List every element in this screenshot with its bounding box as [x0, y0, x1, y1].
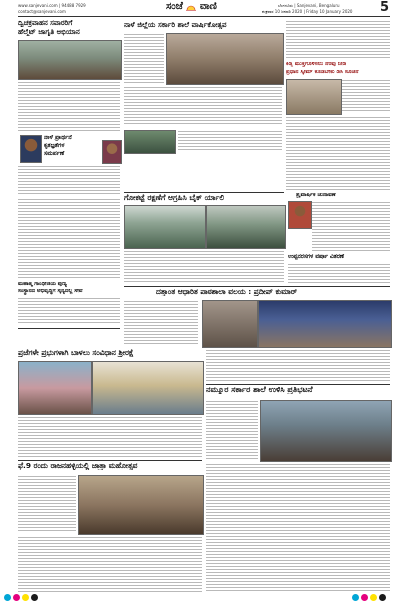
fair-rule: [18, 460, 202, 461]
center-article-text-2: [178, 130, 282, 152]
helmet-rally-photo: [18, 40, 122, 80]
gandhi-article-text: [18, 297, 120, 325]
masthead-title-left: ಸಂಜೆ: [166, 1, 183, 12]
school-anniversary-text-col1: [124, 33, 164, 83]
registration-dot-magenta: [13, 594, 20, 601]
protest-photo: [260, 400, 392, 462]
education-photo-left: [202, 300, 258, 348]
registration-dot-cyan: [4, 594, 11, 601]
bike-rally-photo-1: [124, 205, 206, 249]
headline-prayer-1: ನಾಳೆ ಪ್ರಾರ್ಥನೆ: [44, 135, 72, 141]
sun-logo-icon: [186, 3, 196, 10]
registration-dot-magenta-right: [361, 594, 368, 601]
headline-fair-festival: ಫೆ.9 ರಂದು ರಾಜನಹಳ್ಳಿಯಲ್ಲಿ ಜಾತ್ರಾ ಮಹೋತ್ಸವ: [18, 462, 138, 470]
headline-gandhi-2: ಸಂಸ್ಥಾನದ ಅಭಿವೃದ್ಧಿಗೆ ಸೈನ್ಯದಲ್ಲಿ ಸೇವೆ: [18, 289, 83, 294]
education-text-col1: [124, 300, 198, 346]
edition-info-line-1: www.sanjevani.com | 94488 7929: [18, 3, 86, 8]
headline-bike-rally: ಗೋಕಟ್ಟೆ ರಕ್ಷಣೆಗೆ ಆಗ್ರಹಿಸಿ ಬೈಕ್ ರ್ಯಾಲಿ: [124, 194, 225, 202]
headline-prayer-3: ಸಮರ್ಪಣೆ: [44, 151, 65, 157]
school-anniversary-text-row: [124, 86, 282, 126]
headline-distribution: ಉಪ್ಪನರಸಗಳ ವರ್ಷಾ ವಿತರಣೆ: [288, 254, 345, 260]
protest-text-col1: [206, 400, 258, 460]
bike-rally-photo-2: [206, 205, 286, 249]
bike-rally-rule: [124, 192, 284, 193]
education-photo-stage: [258, 300, 392, 348]
fair-photo: [78, 475, 204, 535]
portrait-photo-man: [20, 135, 42, 163]
headline-kidney-1: ಕಿಡ್ನಿ ಮುಕ್ತಗೊಳಿಸಲು ನೆರವು ನೀಡಿ: [286, 62, 347, 67]
election-portrait-photo: [288, 201, 312, 229]
bike-rally-text: [124, 250, 284, 282]
election-article-text: [312, 201, 390, 251]
edition-info-line-2: contact@sanjevani.com: [18, 9, 66, 14]
left-middle-text: [18, 198, 120, 278]
headline-helmet-awareness-2: ಹೆಲ್ಮೆಟ್ ಜಾಗೃತಿ ಅಭಿಯಾನ: [18, 29, 80, 36]
headline-constitution: ಪ್ರಜೆಗಳೇ ಪ್ರಭುಗಳಾಗಿ ಬಾಳಲು ಸಂವಿಧಾನ ಶ್ರೀರಕ್ಷೆ: [18, 349, 134, 357]
education-text-col2: [206, 349, 390, 381]
distribution-article-text: [288, 263, 390, 285]
registration-dot-yellow-right: [370, 594, 377, 601]
registration-dot-black-right: [379, 594, 386, 601]
headline-data-education: ದತ್ತಾಂತ ಆಧಾರಿತ ಪಾಠಶಾಲಾ ವಲಯ : ಪ್ರದೀಪ್ ಕುಮಾರ್: [156, 288, 298, 296]
school-anniversary-photo: [166, 33, 284, 85]
registration-dot-cyan-right: [352, 594, 359, 601]
helmet-article-text: [18, 81, 120, 133]
fair-text-col1: [18, 475, 76, 533]
bike-rally-small-photo: [124, 130, 176, 154]
masthead-rule: [18, 16, 390, 17]
headline-triennial-election: ತ್ರೈವಾರ್ಷಿಕ ಚುನಾವಣೆ: [296, 193, 336, 198]
headline-school-anniversary: ನಾಳೆ ಜಿಲ್ಲೆಯ ಸರ್ಕಾರಿ ಶಾಲೆ ವಾರ್ಷಿಕೋತ್ಸವ: [124, 21, 227, 29]
masthead-title-right: ವಾಣಿ: [199, 1, 217, 12]
constitution-rule: [18, 328, 120, 329]
headline-prayer-2: ಕೃತಜ್ಞತೆಗಳ: [44, 143, 65, 149]
portrait-photo-woman: [102, 140, 122, 164]
masthead-city: ಬೆಂಗಳೂರು | Sanjevani, Bengaluru: [278, 3, 340, 8]
fair-text-bottom: [18, 536, 202, 592]
headline-save-school: ನಮ್ಮೂರ ಸರ್ಕಾರ ಶಾಲೆ ಉಳಿಸಿ ಪ್ರತಿಭಟನೆ: [206, 386, 313, 394]
kidney-article-photo: [286, 79, 342, 115]
registration-dot-black: [31, 594, 38, 601]
page-number: 5: [380, 0, 390, 15]
headline-kidney-2: ಪ್ರಧಾನ ಸ್ಕೀಮ್ ಕೊಡಬೇಕು ಡಿಸಿ ಸೂಚನೆ: [286, 70, 359, 75]
protest-rule: [206, 384, 390, 385]
constitution-photo-students: [18, 361, 92, 415]
registration-dot-yellow: [22, 594, 29, 601]
prayer-article-text: [18, 165, 120, 195]
constitution-article-text: [18, 416, 202, 458]
headline-helmet-awareness-1: ದ್ವಿಚಕ್ರವಾಹನ ಸವಾರರಿಗೆ: [18, 20, 73, 27]
right-top-article-text: [286, 20, 390, 60]
masthead-logo: [166, 1, 236, 16]
constitution-photo-school: [92, 361, 204, 415]
education-band-rule: [124, 286, 390, 287]
kidney-article-text-2: [286, 116, 390, 190]
protest-text-bottom: [206, 463, 390, 592]
masthead-date: ಶುಕ್ರವಾರ 10 ಜನವರಿ 2020 | Friday 10 January 2020: [262, 9, 353, 14]
kidney-article-text: [342, 79, 390, 113]
headline-gandhi-1: ಮಹಾತ್ಮ ಗಾಂಧೀಜಿಯ ಪುಣ್ಯ: [18, 282, 67, 287]
